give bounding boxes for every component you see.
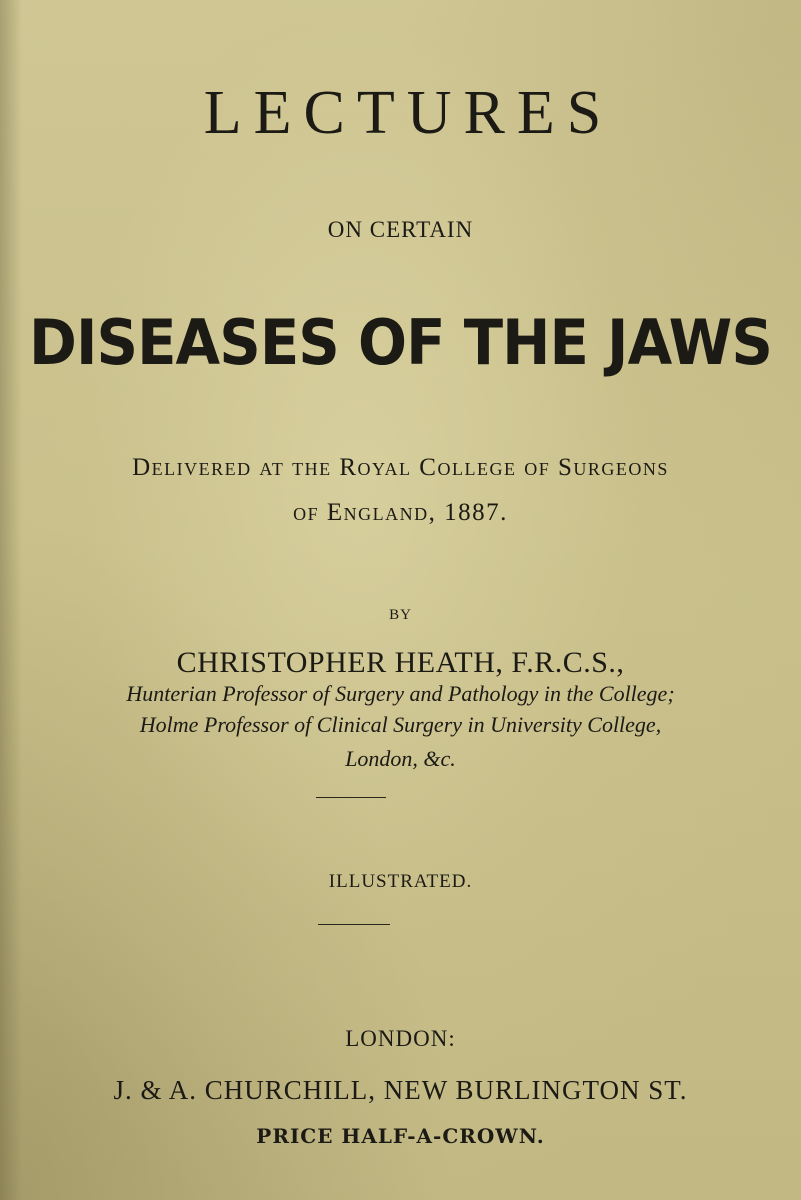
- book-heading: DISEASES OF THE JAWS: [29, 306, 772, 379]
- delivered-line-2: of England, 1887.: [293, 499, 508, 526]
- divider-rule-top: [316, 797, 386, 798]
- author-credential-3: London, &c.: [345, 746, 456, 771]
- delivered-line-1: Delivered at the Royal College of Surgeons: [132, 454, 669, 481]
- imprint-city: LONDON:: [345, 1026, 456, 1051]
- book-subtitle: ON CERTAIN: [327, 217, 474, 242]
- author-credential-1: Hunterian Professor of Surgery and Pathology in the College;: [126, 681, 675, 706]
- author-name: CHRISTOPHER HEATH, F.R.C.S.,: [176, 646, 625, 679]
- imprint-price: PRICE HALF-A-CROWN.: [256, 1124, 545, 1148]
- author-credential-2: Holme Professor of Clinical Surgery in University College,: [139, 712, 662, 737]
- by-label: BY: [389, 607, 412, 623]
- illustrated-label: ILLUSTRATED.: [328, 871, 473, 892]
- divider-rule-bottom: [318, 924, 390, 925]
- page-edge-shadow: [0, 0, 22, 1200]
- imprint-publisher: J. & A. CHURCHILL, NEW BURLINGTON ST.: [113, 1075, 688, 1105]
- book-title: LECTURES: [203, 79, 614, 147]
